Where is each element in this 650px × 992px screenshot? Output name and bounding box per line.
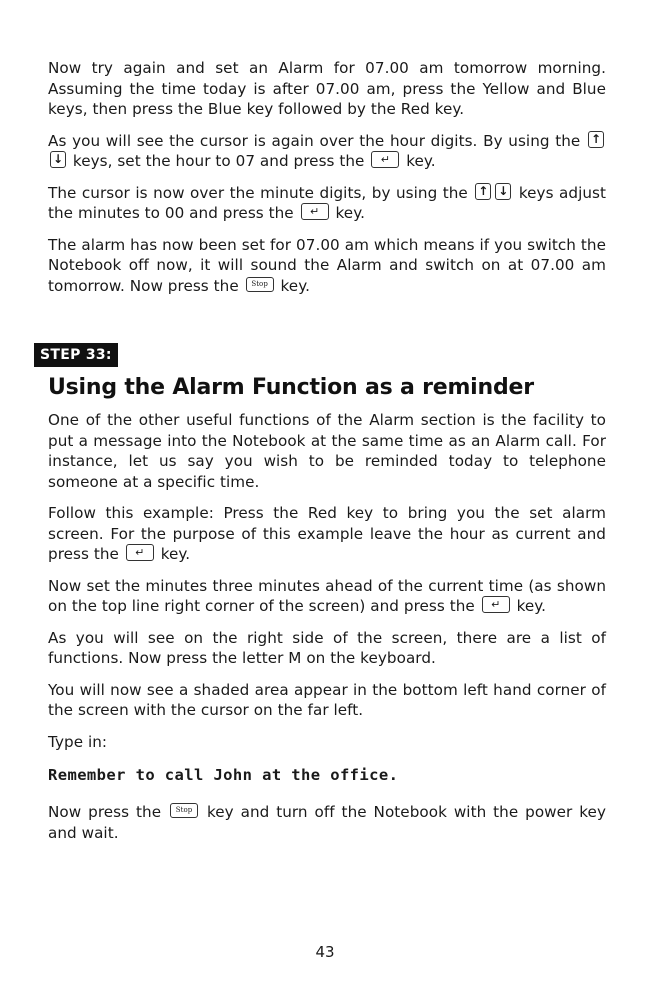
stop-key-icon: Stop [246,277,274,292]
section-spacer [48,307,606,343]
stop-key-icon: Stop [170,803,198,818]
paragraph-shaded-area: You will now see a shaded area appear in the bottom left hand corner of the screen with the cursor on the far left. [48,680,606,719]
paragraph-reminder-intro: One of the other useful functions of the Alarm section is the facility to put a message into the Notebook at the same time as an Alarm call. For instance, let us say you wish to be reminded today to telephone someone at a specific time. [48,411,606,491]
paragraph-press-stop: Now press the Stop key and turn off the Notebook with the power key and wait. [48,803,606,842]
paragraph-set-minutes: The cursor is now over the minute digits, by using the ↑ ↓ keys adjust the minutes to 00 and press the ↵ key. [48,183,606,222]
down-arrow-key-icon: ↓ [495,183,511,200]
reminder-message-code: Remember to call John at the office. [48,766,399,784]
paragraph-set-hour: As you will see the cursor is again over the hour digits. By using the ↑↓ keys, set the hour to 07 and press the ↵ key. [48,131,606,172]
paragraph-set-minutes-ahead: Now set the minutes three minutes ahead of the current time (as shown on the top line right corner of the screen) and press the ↵ key. [48,576,606,615]
enter-key-icon: ↵ [126,544,154,561]
paragraph-type-in: Type in: [48,732,108,751]
page-number: 43 [315,943,335,961]
step-badge: STEP 33: [34,343,118,367]
paragraph-set-alarm-intro: Now try again and set an Alarm for 07.00 am tomorrow morning. Assuming the time today is after 07.00 am, press the Yellow and Blue keys, then press the Blue key followed by the Red key. [48,59,606,118]
step-header [40,343,606,400]
up-arrow-key-icon: ↑ [475,183,491,200]
down-arrow-key-icon: ↓ [50,151,66,168]
step-title: Using the Alarm Function as a reminder [48,375,534,400]
paragraph-alarm-set: The alarm has now been set for 07.00 am which means if you switch the Notebook off now, it will sound the Alarm and switch on at 07.00 am tomorrow. Now press the Stop key. [48,235,606,295]
up-arrow-key-icon: ↑ [588,131,604,148]
enter-key-icon: ↵ [301,203,329,220]
manual-page [40,58,606,854]
paragraph-follow-example: Follow this example: Press the Red key to bring you the set alarm screen. For the purpose of this example leave the hour as current and press the ↵ key. [48,504,606,563]
enter-key-icon: ↵ [371,151,399,168]
enter-key-icon: ↵ [482,596,510,613]
paragraph-functions-list: As you will see on the right side of the screen, there are a list of functions. Now press the letter M on the keyboard. [48,628,606,667]
